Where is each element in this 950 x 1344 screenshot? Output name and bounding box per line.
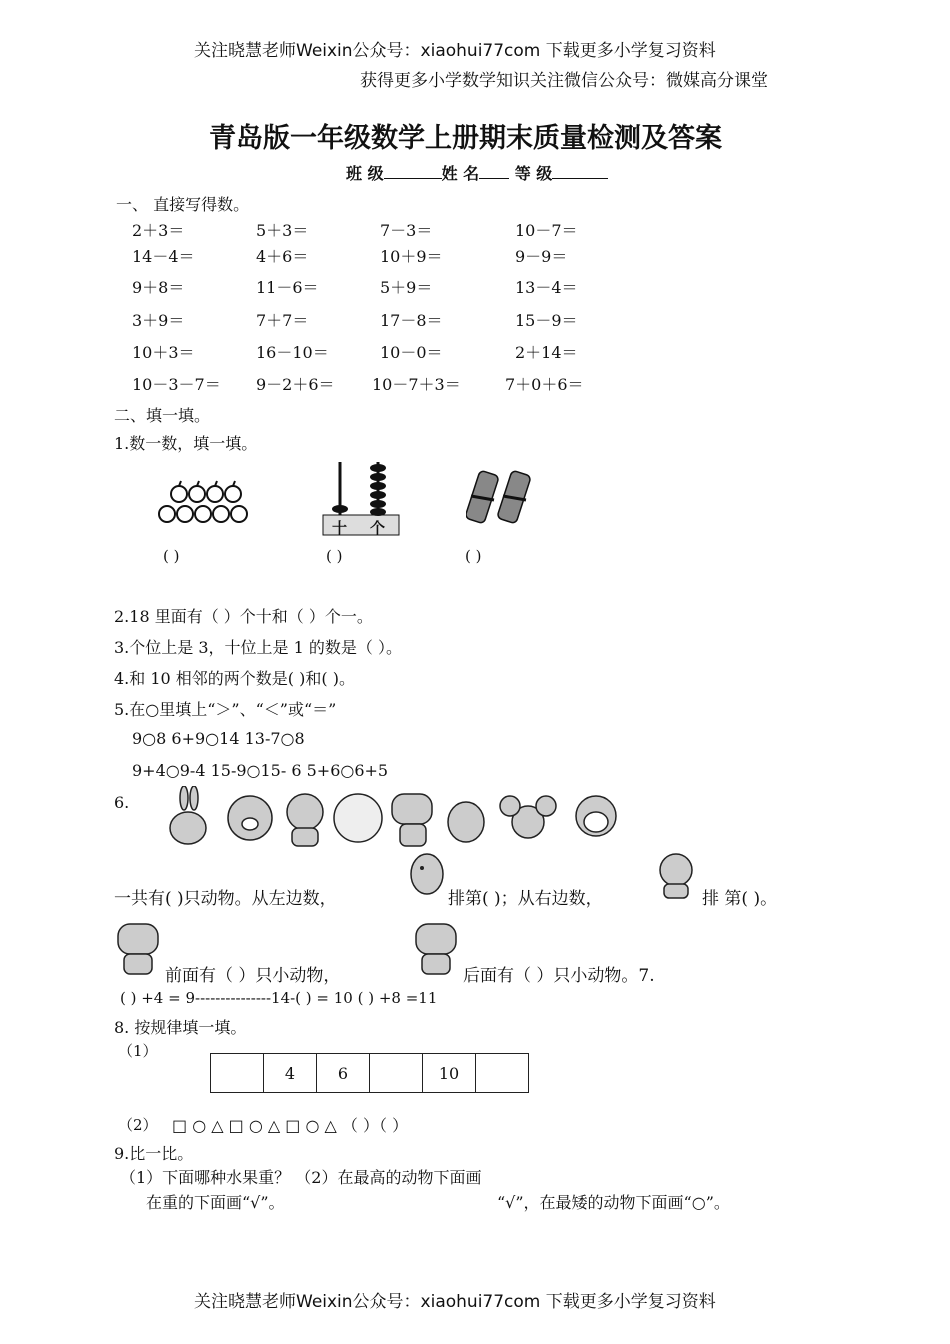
chicken-icon: [406, 846, 448, 898]
question-8-part-2-label: （2）: [118, 1116, 158, 1134]
cow-icon: [392, 794, 432, 846]
question-9-line-2b: “√”，在最矮的动物下面画“○”。: [497, 1193, 730, 1212]
sticks-answer-blank[interactable]: ( ): [465, 547, 482, 565]
equation: 10－0＝: [380, 343, 443, 362]
equation: 10＋9＝: [380, 247, 443, 266]
sequence-cell: 10: [423, 1054, 476, 1093]
equation: 9＋8＝: [132, 278, 185, 297]
question-6-part-a-2: 排第( )；从右边数，: [448, 889, 603, 909]
question-8-text: 8. 按规律填一填。: [114, 1018, 247, 1037]
sequence-cell: 6: [317, 1054, 370, 1093]
question-9-text: 9.比一比。: [114, 1144, 194, 1163]
question-6-number: 6.: [114, 793, 130, 812]
equation: 4＋6＝: [256, 247, 309, 266]
tiger-icon: [654, 850, 698, 900]
question-5-line-1: 9○8 6+9○14 13-7○8: [132, 729, 305, 748]
header-line-2: 获得更多小学数学知识关注微信公众号：微媒高分课堂: [360, 71, 768, 91]
section-1-heading: 一、 直接写得数。: [116, 195, 250, 214]
abacus-answer-blank[interactable]: ( ): [326, 547, 343, 565]
sequence-cell[interactable]: [370, 1054, 423, 1093]
page-title: 青岛版一年级数学上册期末质量检测及答案: [209, 123, 722, 154]
student-info-line: [346, 161, 608, 184]
equation: 10－3－7＝: [132, 375, 221, 394]
tiger-icon: [287, 794, 323, 846]
sticks-bundle-picture: [466, 466, 536, 528]
pig-icon: [228, 796, 272, 840]
name-blank[interactable]: [479, 164, 509, 179]
equation: 9－2＋6＝: [256, 375, 335, 394]
shape-pattern: □ ○ △ □ ○ △ □ ○ △ （ ）（ ）: [172, 1116, 409, 1135]
grade-label: 等 级: [514, 164, 553, 183]
number-sequence-table: [210, 1053, 529, 1093]
question-8-part-1-label: （1）: [118, 1042, 158, 1060]
class-label: 班 级: [346, 164, 384, 183]
equation: 14－4＝: [132, 247, 195, 266]
footer: 关注晓慧老师Weixin公众号：xiaohui77com 下载更多小学复习资料: [194, 1292, 716, 1312]
equation: 10－7＋3＝: [372, 375, 461, 394]
equation: 16－10＝: [256, 343, 329, 362]
question-3: 3.个位上是 3，十位上是 1 的数是（ ）。: [114, 638, 402, 657]
question-9-line-1: （1）下面哪种水果重？ （2）在最高的动物下面画: [120, 1168, 482, 1187]
question-5-line-2: 9+4○9-4 15-9○15- 6 5+6○6+5: [132, 761, 389, 780]
equation: 13－4＝: [515, 278, 578, 297]
monkey-icon: [576, 796, 616, 836]
question-6-part-b-1: 前面有（ ）只小动物，: [165, 966, 341, 986]
equation: 17－8＝: [380, 311, 443, 330]
rabbit-icon: [170, 786, 206, 844]
apples-answer-blank[interactable]: ( ): [163, 547, 180, 565]
question-2: 2.18 里面有（ ）个十和（ ）个一。: [114, 607, 373, 626]
animals-row-picture: [160, 786, 638, 850]
cow-icon: [410, 920, 462, 976]
question-7: ( ) +4 = 9---------------14-( ) = 10 ( ) +8 =11: [120, 989, 438, 1007]
abacus-tens-label: 十: [332, 519, 348, 537]
chicken-icon: [448, 802, 484, 842]
question-6-part-a-3: 排 第( )。: [702, 889, 778, 909]
equation: 2＋3＝: [132, 221, 185, 240]
equation: 11－6＝: [256, 278, 319, 297]
section-2-heading: 二、填一填。: [114, 406, 211, 425]
grade-blank[interactable]: [552, 164, 608, 179]
question-6-part-a-1: 一共有( )只动物。从左边数，: [114, 889, 337, 909]
name-label: 姓 名: [441, 164, 480, 183]
class-blank[interactable]: [384, 164, 442, 179]
equation: 7＋0＋6＝: [505, 375, 584, 394]
cow-icon: [112, 920, 164, 976]
equation: 5＋3＝: [256, 221, 309, 240]
question-5-text: 5.在○里填上“＞”、“＜”或“＝”: [114, 700, 337, 719]
header-line-1: 关注晓慧老师Weixin公众号：xiaohui77com 下载更多小学复习资料: [194, 41, 716, 61]
sequence-cell[interactable]: [476, 1054, 529, 1093]
equation: 15－9＝: [515, 311, 578, 330]
question-6-part-b-2: 后面有（ ）只小动物。7.: [463, 966, 655, 986]
abacus-picture: [322, 460, 400, 536]
sequence-cell: 4: [264, 1054, 317, 1093]
equation: 2＋14＝: [515, 343, 578, 362]
equation: 3＋9＝: [132, 311, 185, 330]
question-4: 4.和 10 相邻的两个数是( )和( )。: [114, 669, 355, 688]
sequence-cell[interactable]: [211, 1054, 264, 1093]
mouse-icon: [500, 796, 556, 838]
equation: 9－9＝: [515, 247, 568, 266]
equation: 5＋9＝: [380, 278, 433, 297]
question-1-text: 1.数一数，填一填。: [114, 434, 258, 453]
abacus-ones-label: 个: [370, 519, 386, 537]
equation: 10＋3＝: [132, 343, 195, 362]
question-9-line-2a: 在重的下面画“√”。: [146, 1193, 285, 1212]
equation: 7＋7＝: [256, 311, 309, 330]
equation: 10－7＝: [515, 221, 578, 240]
apples-picture: [155, 478, 255, 528]
sheep-icon: [334, 794, 382, 842]
equation: 7－3＝: [380, 221, 433, 240]
